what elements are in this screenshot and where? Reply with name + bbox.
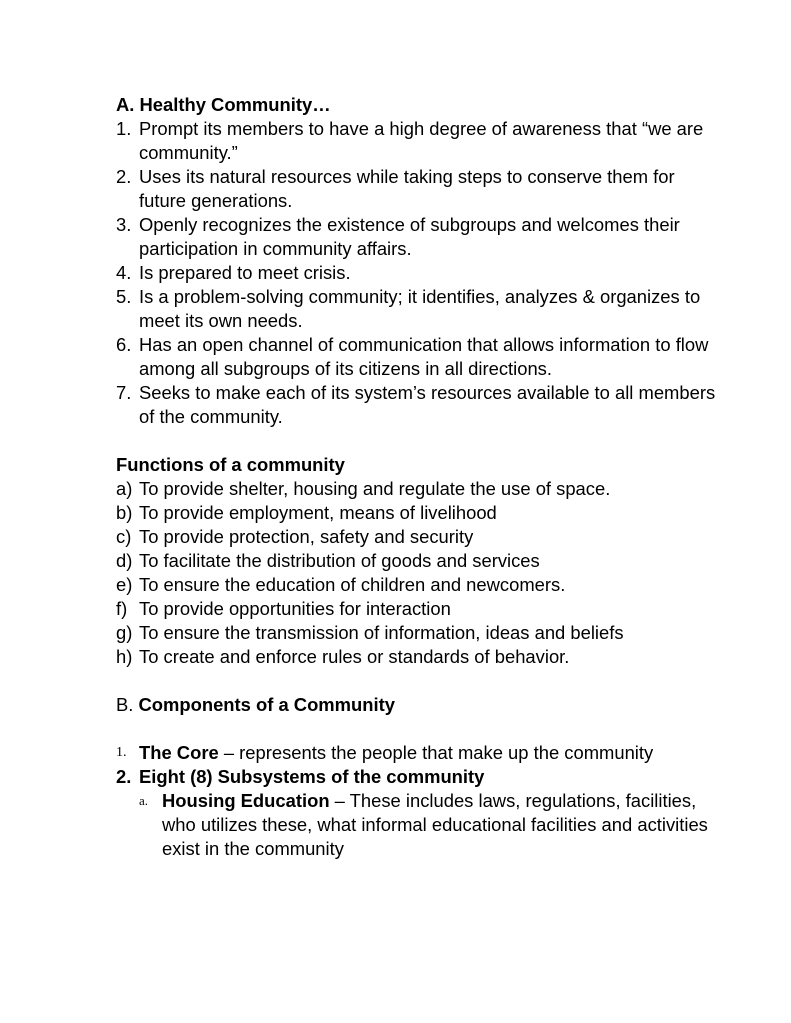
term-core: The Core: [139, 742, 219, 763]
list-item: [116, 165, 716, 213]
list-text: [162, 789, 716, 861]
section-b-title: Components of a Community: [138, 694, 395, 715]
list-number: 2.: [116, 166, 132, 187]
list-item: [116, 213, 716, 261]
list-text: To provide shelter, housing and regulate the use of space.: [139, 478, 611, 499]
component-core: [116, 741, 716, 765]
list-text: Is prepared to meet crisis.: [139, 262, 351, 283]
list-number: 7.: [116, 382, 132, 403]
list-item: [116, 477, 716, 501]
list-item: [116, 261, 716, 285]
sub-letter: a.: [139, 793, 149, 808]
list-letter: d): [116, 550, 133, 571]
list-letter: h): [116, 646, 133, 667]
list-letter: f): [116, 598, 128, 619]
list-letter: a): [116, 478, 133, 499]
list-text: To ensure the education of children and newcomers.: [139, 574, 566, 595]
functions-heading: Functions of a community: [116, 454, 345, 475]
list-item: [116, 597, 716, 621]
healthy-community-list: [116, 117, 716, 429]
list-text: Has an open channel of communication that allows information to flow among all subgroups of its citizens in all directions.: [139, 334, 709, 379]
list-letter: e): [116, 574, 133, 595]
list-letter: b): [116, 502, 133, 523]
list-item: [116, 645, 716, 669]
list-letter: c): [116, 526, 132, 547]
list-number: 1.: [116, 118, 132, 139]
list-item: [116, 525, 716, 549]
list-text: [139, 741, 653, 765]
subsystem-item: [116, 789, 716, 861]
list-item: [116, 621, 716, 645]
list-text: Uses its natural resources while taking steps to conserve them for future generations.: [139, 166, 675, 211]
list-text: Openly recognizes the existence of subgroups and welcomes their participation in community affairs.: [139, 214, 680, 259]
list-text: To create and enforce rules or standards of behavior.: [139, 646, 570, 667]
spacer: [116, 429, 716, 453]
list-number: 4.: [116, 262, 132, 283]
functions-list: [116, 477, 716, 669]
list-letter: g): [116, 622, 133, 643]
spacer: [116, 669, 716, 693]
term-housing-education: Housing Education: [162, 790, 330, 811]
section-b-prefix: B.: [116, 694, 139, 715]
list-text: To provide protection, safety and security: [139, 526, 474, 547]
list-text: Prompt its members to have a high degree of awareness that “we are community.”: [139, 118, 704, 163]
list-number: 1.: [116, 745, 127, 760]
component-subsystems: [116, 765, 716, 789]
list-item: [116, 117, 716, 165]
list-number: 6.: [116, 334, 132, 355]
list-number: 5.: [116, 286, 132, 307]
list-text: To provide employment, means of livelihood: [139, 502, 497, 523]
list-text: Eight (8) Subsystems of the community: [139, 766, 485, 787]
list-item: [116, 501, 716, 525]
list-text: To provide opportunities for interaction: [139, 598, 451, 619]
list-item: [116, 285, 716, 333]
spacer: [116, 717, 716, 741]
term-description: – These includes laws, regulations, facilities, who utilizes these, what informal educational facilities and activities exist in the community: [162, 790, 708, 859]
document-page: [116, 93, 716, 861]
list-number: 3.: [116, 214, 132, 235]
list-item: [116, 549, 716, 573]
section-a-heading: A. Healthy Community…: [116, 94, 331, 115]
list-text: To facilitate the distribution of goods and services: [139, 550, 540, 571]
list-item: [116, 381, 716, 429]
section-b-heading: [116, 693, 716, 717]
list-text: Seeks to make each of its system’s resources available to all members of the community.: [139, 382, 716, 427]
list-text: To ensure the transmission of information, ideas and beliefs: [139, 622, 624, 643]
term-description: – represents the people that make up the community: [218, 742, 654, 763]
list-number: 2.: [116, 766, 132, 787]
list-text: Is a problem-solving community; it identifies, analyzes & organizes to meet its own needs.: [139, 286, 701, 331]
list-item: [116, 333, 716, 381]
list-item: [116, 573, 716, 597]
